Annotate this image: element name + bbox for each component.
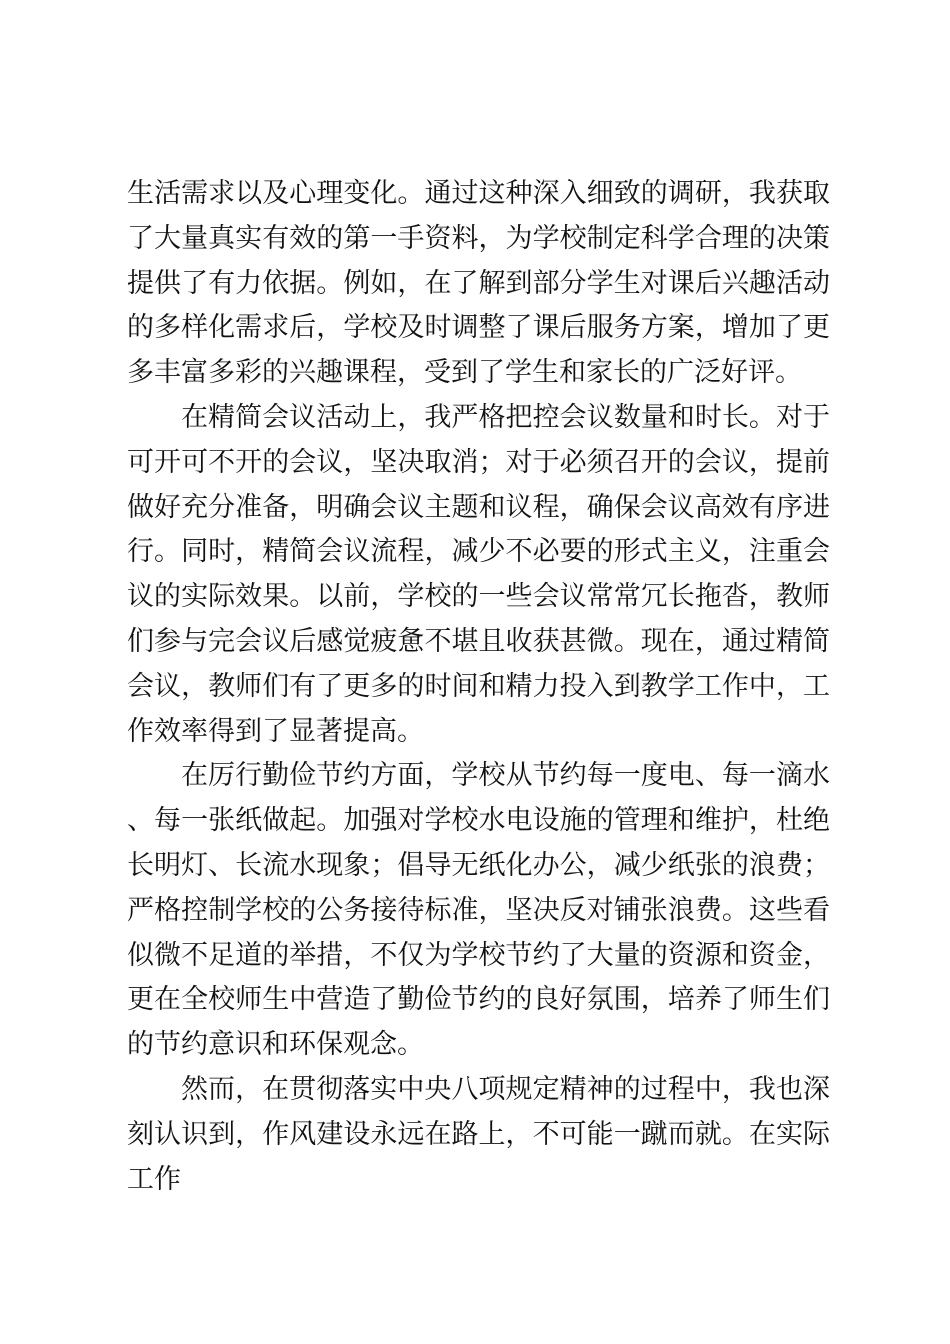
paragraph-4: 然而，在贯彻落实中央八项规定精神的过程中，我也深刻认识到，作风建设永远在路上，不可能一蹴而就。在实际工作 [127, 1073, 830, 1195]
document-page [127, 172, 830, 1202]
paragraph-1: 生活需求以及心理变化。通过这种深入细致的调研，我获取了大量真实有效的第一手资料，为学校制定科学合理的决策提供了有力依据。例如，在了解到部分学生对课后兴趣活动的多样化需求后，学校及时调整了课后服务方案，增加了更多丰富多彩的兴趣课程，受到了学生和家长的广泛好评。 [127, 178, 830, 389]
paragraph-2: 在精简会议活动上，我严格把控会议数量和时长。对于可开可不开的会议，坚决取消；对于必须召开的会议，提前做好充分准备，明确会议主题和议程，确保会议高效有序进行。同时，精简会议流程，减少不必要的形式主义，注重会议的实际效果。以前，学校的一些会议常常冗长拖沓，教师们参与完会议后感觉疲惫不堪且收获甚微。现在，通过精简会议，教师们有了更多的时间和精力投入到教学工作中，工作效率得到了显著提高。 [127, 401, 830, 747]
paragraph-3: 在厉行勤俭节约方面，学校从节约每一度电、每一滴水、每一张纸做起。加强对学校水电设施的管理和维护，杜绝长明灯、长流水现象；倡导无纸化办公，减少纸张的浪费；严格控制学校的公务接待标准，坚决反对铺张浪费。这些看似微不足道的举措，不仅为学校节约了大量的资源和资金，更在全校师生中营造了勤俭节约的良好氛围，培养了师生们的节约意识和环保观念。 [127, 760, 830, 1061]
